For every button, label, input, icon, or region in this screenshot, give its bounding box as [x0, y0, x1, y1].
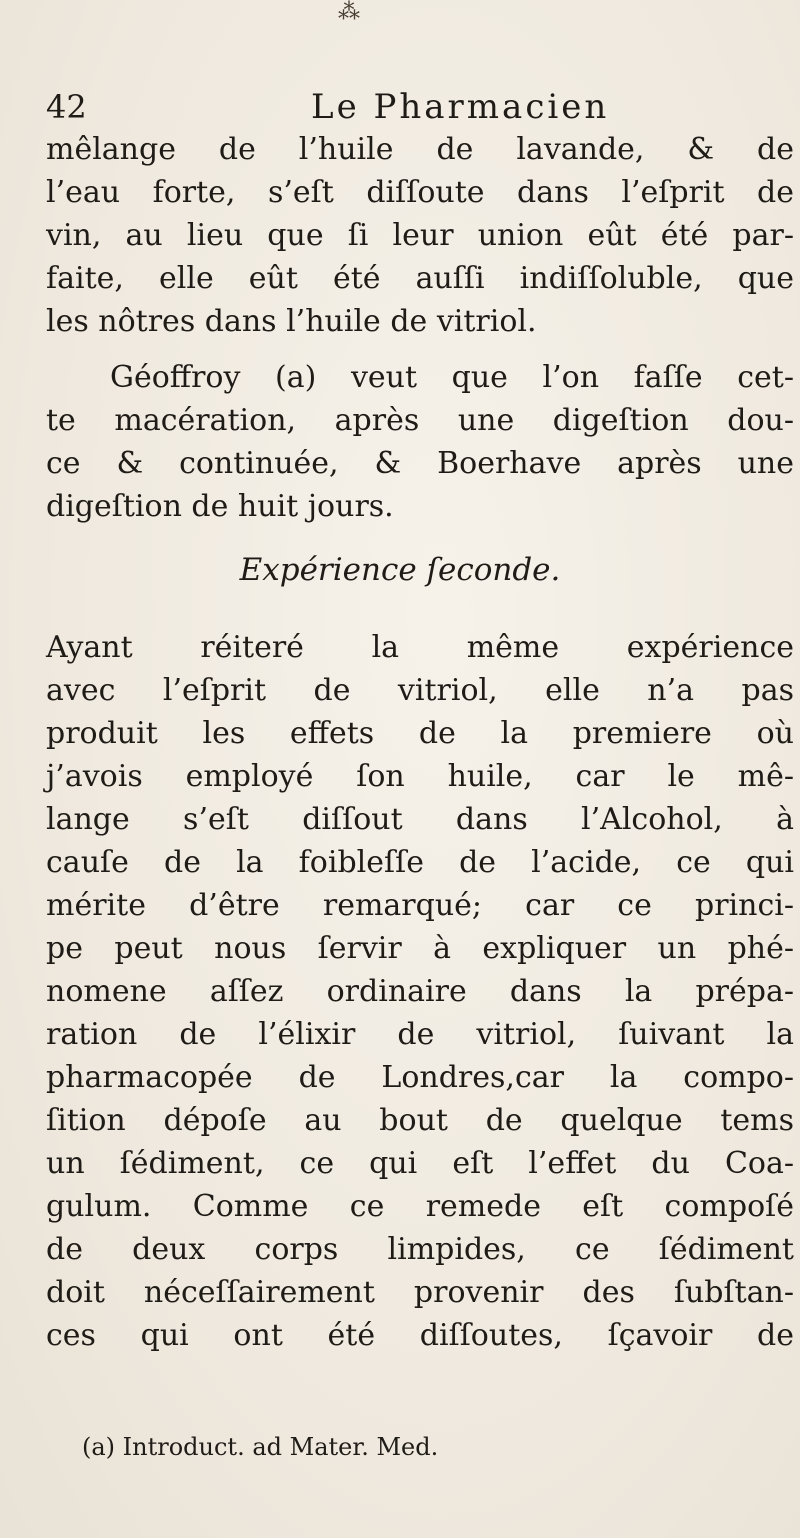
text-line: mérite d’être remarqué; car ce princi- [46, 888, 794, 923]
text-line: doit néceſſairement provenir des ſubſtan- [46, 1275, 794, 1310]
text-line: produit les effets de la premiere où [46, 716, 794, 751]
text-line: mêlange de l’huile de lavande, & de [46, 132, 794, 167]
text-line: te macération, après une digeſtion dou- [46, 403, 794, 438]
text-line: Géoffroy (a) veut que l’on faſſe cet- [110, 360, 794, 395]
text-line: nomene aſſez ordinaire dans la prépa- [46, 974, 794, 1009]
text-line: lange s’eſt diſſout dans l’Alcohol, à [46, 802, 794, 837]
text-line: digeſtion de huit jours. [46, 489, 394, 524]
text-line: gulum. Comme ce remede eſt compoſé [46, 1189, 794, 1224]
text-line: l’eau forte, s’eſt diſſoute dans l’eſprit de [46, 175, 794, 210]
text-line: faite, elle eût été auſſi indiſſoluble, que [46, 261, 794, 296]
paragraph-1 [46, 128, 794, 343]
text-line: ſition dépoſe au bout de quelque tems [46, 1103, 794, 1138]
text-line: ce & continuée, & Boerhave après une [46, 446, 794, 481]
text-line: cauſe de la foibleſſe de l’acide, ce qui [46, 845, 794, 880]
text-line: ration de l’élixir de vitriol, ſuivant la [46, 1017, 794, 1052]
text-line: avec l’eſprit de vitriol, elle n’a pas [46, 673, 794, 708]
text-line: pharmacopée de Londres,car la compo- [46, 1060, 794, 1095]
text-line: Ayant réiteré la même expérience [46, 630, 794, 665]
paragraph-3 [46, 626, 794, 1357]
page-header [46, 82, 746, 132]
ornament-mark: ⁂ [338, 0, 360, 25]
text-line: de deux corps limpides, ce ſédiment [46, 1232, 794, 1267]
section-title: Expérience ſeconde. [239, 552, 561, 588]
paragraph-2 [46, 356, 794, 528]
text-line: ces qui ont été diſſoutes, ſçavoir de [46, 1318, 794, 1353]
footnote: (a) Introduct. ad Mater. Med. [82, 1433, 439, 1461]
text-line: j’avois employé ſon huile, car le mê- [46, 759, 794, 794]
running-title: Le Pharmacien [311, 87, 610, 127]
text-line: vin, au lieu que ſi leur union eût été par- [46, 218, 794, 253]
page-number: 42 [46, 88, 87, 126]
text-line: un ſédiment, ce qui eſt l’effet du Coa- [46, 1146, 794, 1181]
text-line: les nôtres dans l’huile de vitriol. [46, 304, 537, 339]
text-line: pe peut nous ſervir à expliquer un phé- [46, 931, 794, 966]
